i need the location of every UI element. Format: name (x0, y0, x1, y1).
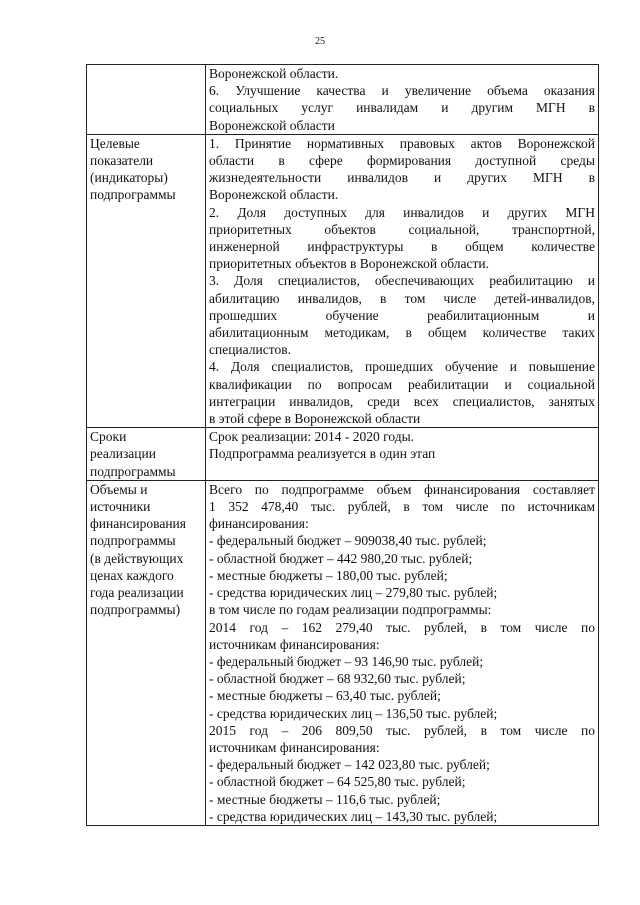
table-row (87, 65, 599, 135)
content-line: Воронежской области. (209, 66, 339, 81)
content-line: 3. Доля специалистов, обеспечивающих реабилитацию и (209, 273, 595, 289)
content-line: абилитационным методикам, в общем количестве таких (209, 325, 595, 341)
content-line: источникам финансирования: (209, 739, 380, 755)
content-line: области в сфере формирования доступной среды (209, 153, 595, 169)
content-line: - местные бюджеты – 180,00 тыс. рублей; (209, 567, 448, 583)
row-label-line: Сроки (90, 429, 127, 445)
content-line: интеграции инвалидов, среди всех специалистов, занятых (209, 393, 595, 409)
content-line: Срок реализации: 2014 - 2020 годы. (209, 429, 415, 445)
content-line: 2014 год – 162 279,40 тыс. рублей, в том числе по (209, 619, 595, 635)
row-label-line: показатели (90, 153, 154, 169)
row-label-line: подпрограммы (90, 463, 176, 479)
content-line: Воронежской области. (209, 187, 339, 203)
content-line: специалистов. (209, 342, 291, 358)
row-label-line: подпрограммы (90, 533, 176, 549)
row-label-line: Целевые (90, 135, 140, 151)
row-label-cell (87, 134, 206, 427)
row-label-cell (87, 428, 206, 481)
content-line: 2015 год – 206 809,50 тыс. рублей, в том числе по (209, 722, 595, 738)
content-line: Подпрограмма реализуется в один этап (209, 446, 436, 462)
row-content-cell (206, 428, 599, 481)
content-line: - средства юридических лиц – 143,30 тыс. рублей; (209, 808, 498, 824)
content-line: 4. Доля специалистов, прошедших обучение и повышение (209, 359, 595, 375)
content-line: в том числе по годам реализации подпрограммы: (209, 602, 492, 618)
content-line: - федеральный бюджет – 142 023,80 тыс. рублей; (209, 757, 490, 773)
content-line: - средства юридических лиц – 279,80 тыс. рублей; (209, 585, 498, 601)
content-line: в этой сфере в Воронежской области (209, 411, 421, 427)
row-label-line: (индикаторы) (90, 170, 168, 186)
table-row (87, 480, 599, 825)
content-line: 6. Улучшение качества и увеличение объема оказания (209, 83, 595, 99)
row-label-cell (87, 480, 206, 825)
row-label-line: года реализации (90, 585, 184, 601)
content-line: 1. Принятие нормативных правовых актов Воронежской (209, 135, 595, 151)
content-line: прошедших обучение реабилитационным и (209, 307, 595, 323)
subprogram-passport-table (86, 64, 599, 826)
row-label-line: ценах каждого (90, 567, 174, 583)
page-number: 25 (315, 36, 325, 47)
row-content-cell (206, 480, 599, 825)
row-content-cell (206, 65, 599, 135)
content-line: - федеральный бюджет – 909038,40 тыс. рублей; (209, 533, 487, 549)
content-line: - местные бюджеты – 63,40 тыс. рублей; (209, 688, 441, 704)
content-line: квалификации по вопросам реабилитации и социальной (209, 376, 595, 392)
row-label-line: финансирования (90, 516, 186, 532)
row-label-line: реализации (90, 446, 156, 462)
content-line: - областной бюджет – 68 932,60 тыс. рублей; (209, 671, 466, 687)
content-line: абилитацию инвалидов, в том числе детей-инвалидов, (209, 290, 595, 306)
content-line: социальных услуг инвалидам и другим МГН в (209, 100, 595, 116)
content-line: 2. Доля доступных для инвалидов и других МГН (209, 204, 595, 220)
content-line: - средства юридических лиц – 136,50 тыс. рублей; (209, 705, 498, 721)
content-line: приоритетных объектов в Воронежской области. (209, 256, 490, 272)
row-content-cell (206, 134, 599, 427)
row-label-line: Объемы и (90, 481, 148, 497)
row-label-cell (87, 65, 206, 135)
content-line: финансирования: (209, 516, 309, 532)
content-line: Воронежской области (209, 117, 335, 133)
row-label-line: подпрограммы (90, 187, 176, 203)
content-line: - областной бюджет – 442 980,20 тыс. рублей; (209, 550, 473, 566)
content-line: Всего по подпрограмме объем финансирования составляет (209, 481, 595, 497)
content-line: источникам финансирования: (209, 636, 380, 652)
row-label-line: источники (90, 499, 151, 515)
row-label-line: (в действующих (90, 550, 184, 566)
content-line: - областной бюджет – 64 525,80 тыс. рублей; (209, 774, 466, 790)
content-line: инженерной инфраструктуры в общем количестве (209, 239, 595, 255)
content-line: - местные бюджеты – 116,6 тыс. рублей; (209, 791, 441, 807)
content-line: приоритетных объектов социальной, транспортной, (209, 221, 595, 237)
table-row (87, 428, 599, 481)
content-line: - федеральный бюджет – 93 146,90 тыс. рублей; (209, 653, 484, 669)
content-line: 1 352 478,40 тыс. рублей, в том числе по источникам (209, 499, 595, 515)
row-label-line: подпрограммы) (90, 602, 181, 618)
table-row (87, 134, 599, 427)
content-line: жизнедеятельности инвалидов и других МГН в (209, 170, 595, 186)
